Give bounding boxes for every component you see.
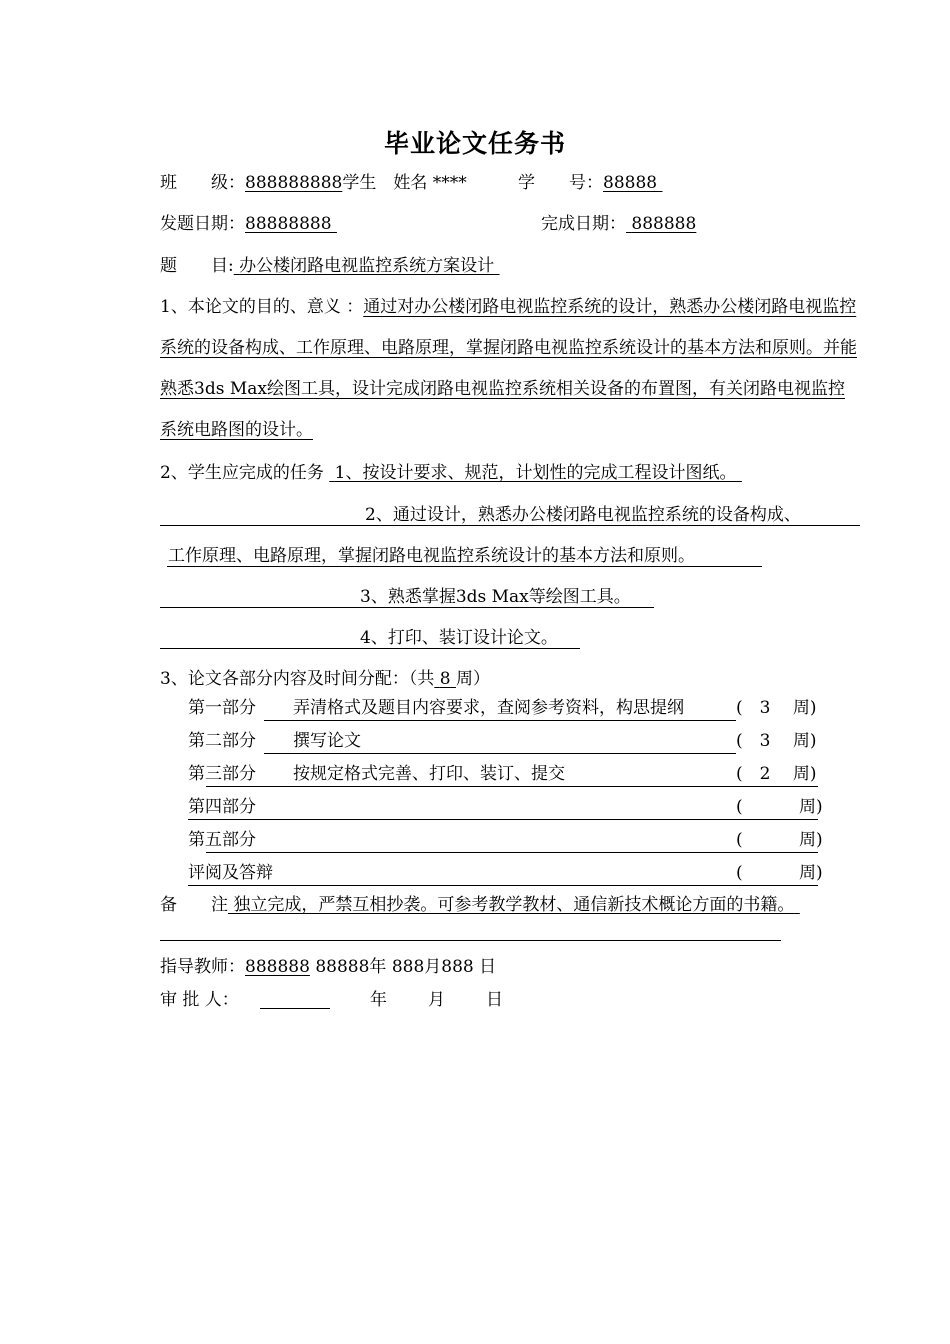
part-name: 第二部分 xyxy=(188,731,256,751)
part-weeks: ( 周) xyxy=(736,797,823,817)
student-label: 学生 姓名 xyxy=(342,173,428,193)
part-weeks: ( 周) xyxy=(736,863,823,883)
issue-date-label: 发题日期： xyxy=(160,214,245,234)
approver-day-unit: 日 xyxy=(486,990,503,1010)
schedule-total: 8 xyxy=(439,669,451,689)
schedule-row xyxy=(188,861,823,887)
finish-date-field xyxy=(541,212,696,236)
schedule-label: 3、论文各部分内容及时间分配：（共 xyxy=(160,669,435,689)
advisor-label: 指导教师： xyxy=(160,957,245,977)
schedule-row xyxy=(188,729,818,755)
student-value: **** xyxy=(432,173,467,193)
schedule-unit: 周） xyxy=(455,669,490,689)
task-1: 1、按设计要求、规范，计划性的完成工程设计图纸。 xyxy=(334,463,737,483)
approver-label: 审 批 人： xyxy=(160,990,239,1010)
part-name: 评阅及答辩 xyxy=(188,863,273,883)
part-name: 第三部分 xyxy=(188,764,256,784)
section-schedule-header xyxy=(160,667,490,691)
section-purpose xyxy=(160,287,860,451)
part-name: 第五部分 xyxy=(188,830,256,850)
schedule-row xyxy=(188,828,823,854)
part-weeks: ( 3 周) xyxy=(736,731,817,751)
purpose-text: 通过对办公楼闭路电视监控系统的设计，熟悉办公楼闭路电视监控系统的设备构成、工作原理、电路原理，掌握闭路电视监控系统设计的基本方法和原则。并能熟悉3ds Max绘图工具，设计完成闭路电视监控系统相关设备的布置图，有关闭路电视监控系统电路图的设计。 xyxy=(160,297,857,440)
advisor-year: 88888 xyxy=(315,957,370,977)
part-weeks: ( 3 周) xyxy=(736,698,817,718)
id-field xyxy=(518,171,663,195)
purpose-label: 1、本论文的目的、意义 ： xyxy=(160,297,364,317)
class-row xyxy=(160,171,467,195)
document-title: 毕业论文任务书 xyxy=(383,129,566,158)
part-desc: 弄清格式及题目内容要求，查阅参考资料，构思提纲 xyxy=(293,698,684,718)
approver-signature-line xyxy=(260,1008,330,1009)
advisor-month: 888 xyxy=(391,957,425,977)
issue-date-field xyxy=(160,212,337,236)
id-label: 学 号： xyxy=(518,173,603,193)
approver-row xyxy=(160,988,239,1012)
advisor-day: 888 xyxy=(441,957,474,977)
part-weeks: ( 2 周) xyxy=(736,764,817,784)
remarks-underline xyxy=(160,940,781,941)
part-desc: 按规定格式完善、打印、装订、提交 xyxy=(293,764,565,784)
schedule-row xyxy=(188,696,818,722)
topic-field xyxy=(160,254,500,278)
remarks-row xyxy=(160,893,800,917)
advisor-row: 指导教师：888888 88888年 888月888 日 xyxy=(160,957,497,977)
id-value: 88888 xyxy=(603,173,658,193)
class-label: 班 级： xyxy=(160,173,245,193)
task-2a: 2、通过设计，熟悉办公楼闭路电视监控系统的设备构成、 xyxy=(365,505,801,525)
task-3: 3、熟悉掌握3ds Max等绘图工具。 xyxy=(360,587,631,607)
approver-month-unit: 月 xyxy=(428,990,445,1010)
schedule-row xyxy=(188,795,823,821)
topic-value: 办公楼闭路电视监控系统方案设计 xyxy=(239,256,495,276)
part-weeks: ( 周) xyxy=(736,830,823,850)
task-2b: 工作原理、电路原理，掌握闭路电视监控系统设计的基本方法和原则。 xyxy=(168,546,695,566)
finish-date-value: 888888 xyxy=(631,214,697,234)
class-value: 888888888 xyxy=(245,173,343,193)
schedule-row xyxy=(188,762,818,788)
remarks-label: 备 注 xyxy=(160,895,228,915)
part-name: 第四部分 xyxy=(188,797,256,817)
approver-year-unit: 年 xyxy=(370,990,387,1010)
issue-date-value: 88888888 xyxy=(245,214,332,234)
finish-date-label: 完成日期： xyxy=(541,214,626,234)
task-4: 4、打印、装订设计论文。 xyxy=(360,628,558,648)
part-name: 第一部分 xyxy=(188,698,256,718)
part-desc: 撰写论文 xyxy=(293,731,361,751)
advisor-name: 888888 xyxy=(245,957,310,977)
section-tasks-header xyxy=(160,461,742,485)
topic-label: 题 目: xyxy=(160,256,234,276)
tasks-label: 2、学生应完成的任务 xyxy=(160,463,324,483)
remarks-text: 独立完成，严禁互相抄袭。可参考教学教材、通信新技术概论方面的书籍。 xyxy=(233,895,795,915)
